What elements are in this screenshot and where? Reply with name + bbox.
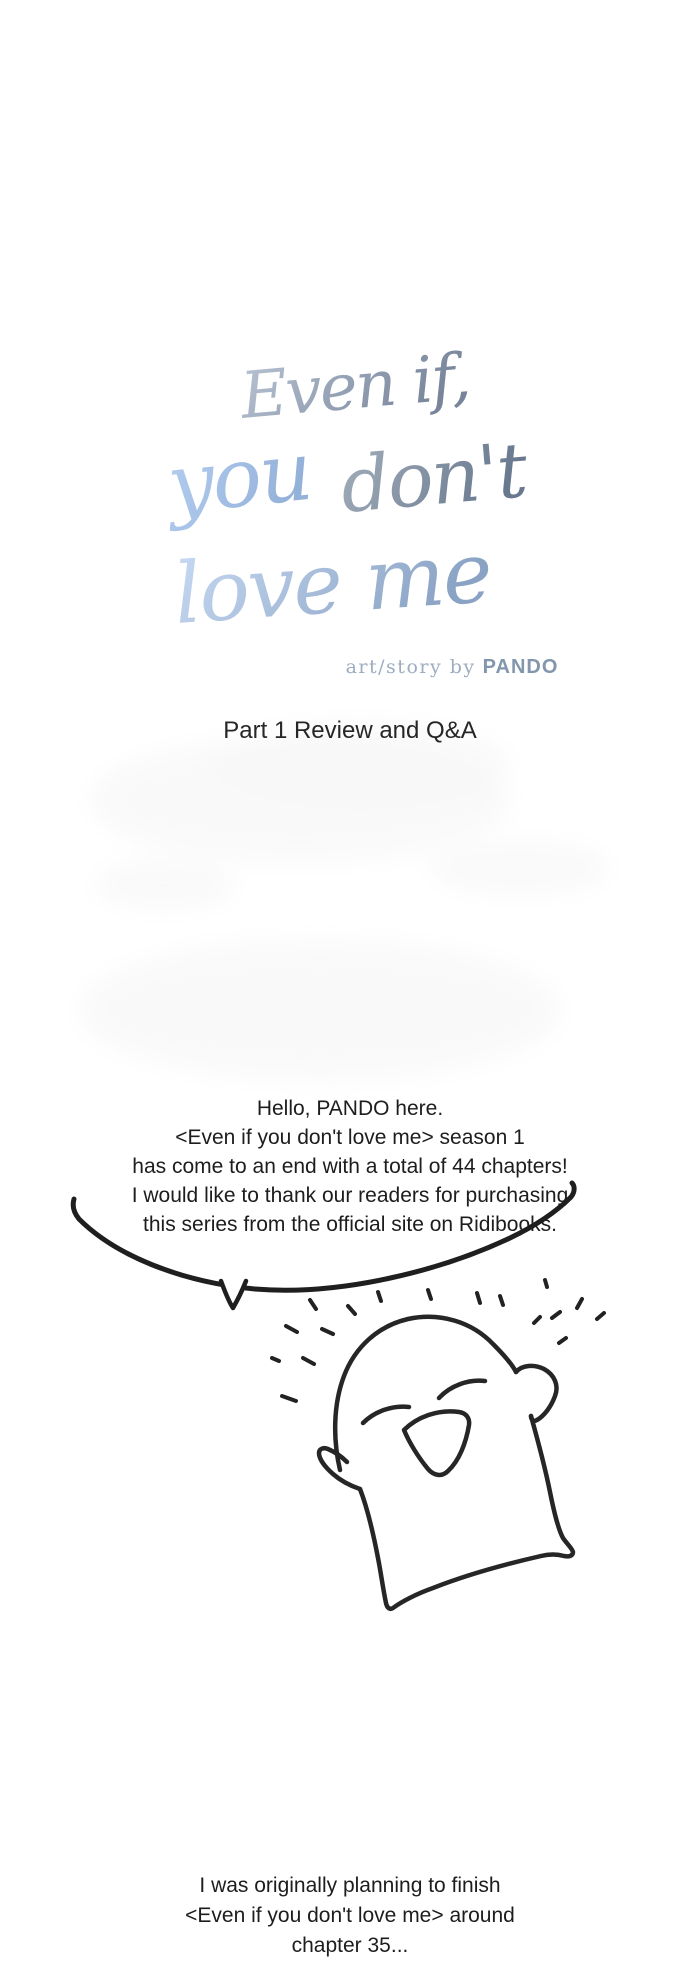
background-blobs [80,723,610,1080]
title-line3: love me [170,523,494,643]
character-eye-left [363,1407,409,1423]
speech-line: I would like to thank our readers for purchasing [131,1184,569,1207]
character-body [360,1416,573,1609]
speech-line: <Even if you don't love me> season 1 [175,1126,525,1149]
character-eye-right [439,1381,485,1398]
speech-bubble-text [0,1094,700,1239]
speech-line: Hello, PANDO here. [256,1097,444,1120]
title-word-you: you [163,423,315,534]
character-figure [319,1317,573,1609]
title-word-dont: don't [337,425,530,530]
closing-line: <Even if you don't love me> around [185,1904,515,1927]
character-mouth [404,1411,469,1475]
speech-line: has come to an end with a total of 44 chapters! [132,1155,568,1178]
credit-line [346,656,559,679]
character-arm-right [516,1366,557,1421]
speech-line: this series from the official site on Ridibooks. [143,1213,557,1236]
title-line1: Even if, [237,340,472,434]
closing-line: chapter 35... [291,1934,409,1957]
credit-author: PANDO [482,656,559,678]
closing-line: I was originally planning to finish [199,1874,501,1897]
series-title [0,308,700,648]
credit-prefix: art/story by [345,656,476,678]
closing-narration [0,1871,700,1961]
episode-subtitle: Part 1 Review and Q&A [223,717,477,744]
